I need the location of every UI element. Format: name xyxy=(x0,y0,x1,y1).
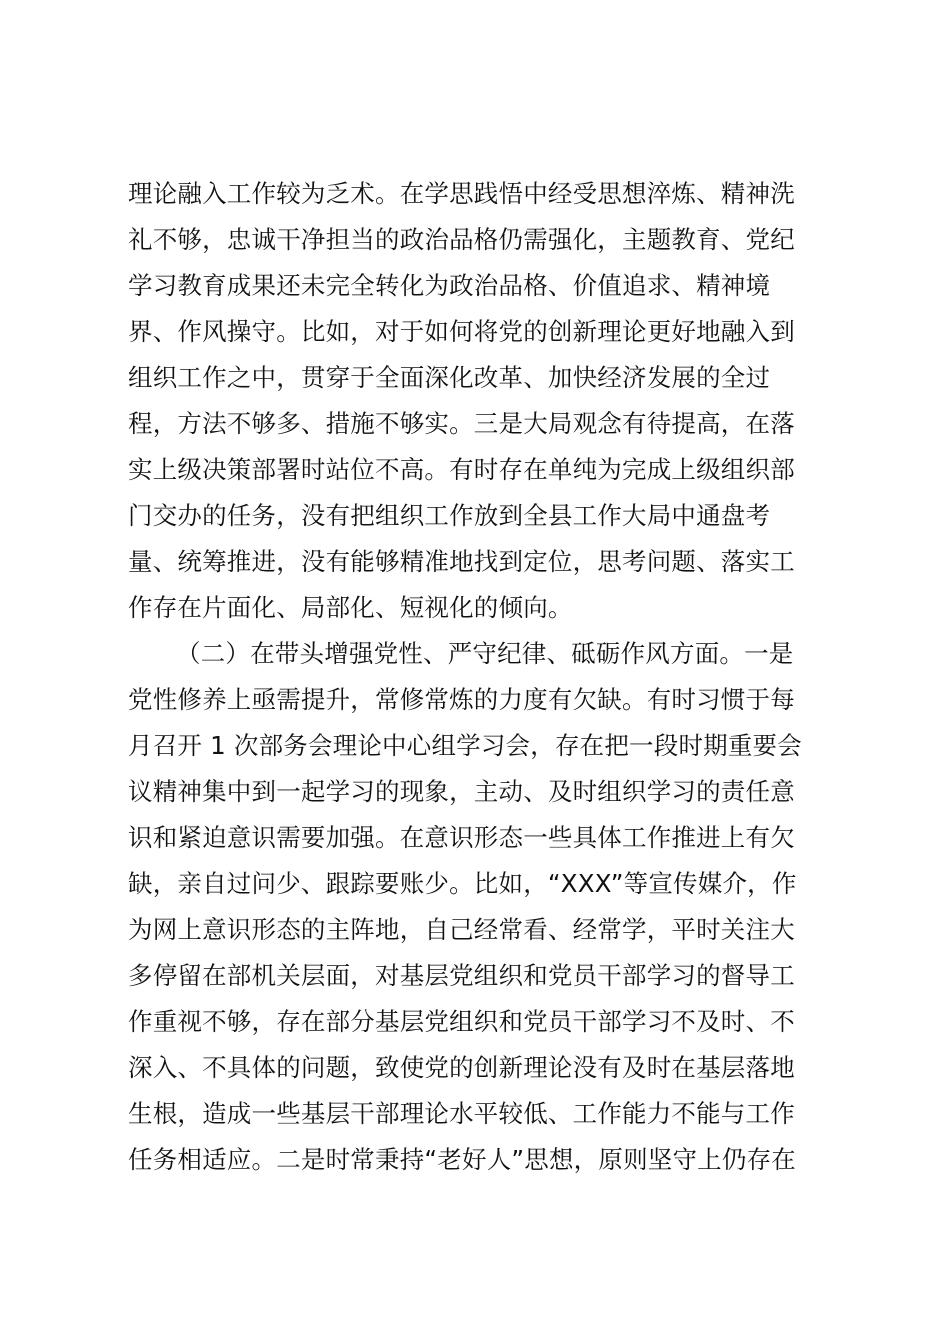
section-heading-line: （二）在带头增强党性、严守纪律、砥砺作风方面。一是 xyxy=(176,639,794,668)
text-line: 量、统筹推进，没有能够精准地找到定位，思考问题、落实工 xyxy=(128,547,795,576)
text-line: 实上级决策部署时站位不高。有时存在单纯为完成上级组织部 xyxy=(128,455,795,484)
text-line: 议精神集中到一起学习的现象，主动、及时组织学习的责任意 xyxy=(128,777,795,806)
text-line: 作重视不够，存在部分基层党组织和党员干部学习不及时、不 xyxy=(128,1007,795,1036)
text-line: 界、作风操守。比如，对于如何将党的创新理论更好地融入到 xyxy=(128,317,795,346)
text-line: 生根，造成一些基层干部理论水平较低、工作能力不能与工作 xyxy=(128,1099,795,1128)
text-line: 理论融入工作较为乏术。在学思践悟中经受思想淬炼、精神洗 xyxy=(128,179,795,208)
text-line: 党性修养上亟需提升，常修常炼的力度有欠缺。有时习惯于每 xyxy=(128,685,795,714)
text-line: 月召开 1 次部务会理论中心组学习会，存在把一段时期重要会 xyxy=(128,731,802,760)
text-line: 为网上意识形态的主阵地，自己经常看、经常学，平时关注大 xyxy=(128,915,795,944)
text-line: 程，方法不够多、措施不够实。三是大局观念有待提高，在落 xyxy=(128,409,795,438)
text-line: 多停留在部机关层面，对基层党组织和党员干部学习的督导工 xyxy=(128,961,795,990)
text-line: 深入、不具体的问题，致使党的创新理论没有及时在基层落地 xyxy=(128,1053,795,1082)
text-line: 识和紧迫意识需要加强。在意识形态一些具体工作推进上有欠 xyxy=(128,823,795,852)
text-line: 礼不够，忠诚干净担当的政治品格仍需强化，主题教育、党纪 xyxy=(128,225,795,254)
text-line: 作存在片面化、局部化、短视化的倾向。 xyxy=(128,593,573,622)
text-line: 缺，亲自过问少、跟踪要账少。比如，“XXX”等宣传媒介，作 xyxy=(128,869,797,898)
text-line: 学习教育成果还未完全转化为政治品格、价值追求、精神境 xyxy=(128,271,771,300)
text-line: 门交办的任务，没有把组织工作放到全县工作大局中通盘考 xyxy=(128,501,771,530)
text-line: 任务相适应。二是时常秉持“老好人”思想，原则坚守上仍存在 xyxy=(128,1145,796,1174)
text-line: 组织工作之中，贯穿于全面深化改革、加快经济发展的全过 xyxy=(128,363,771,392)
